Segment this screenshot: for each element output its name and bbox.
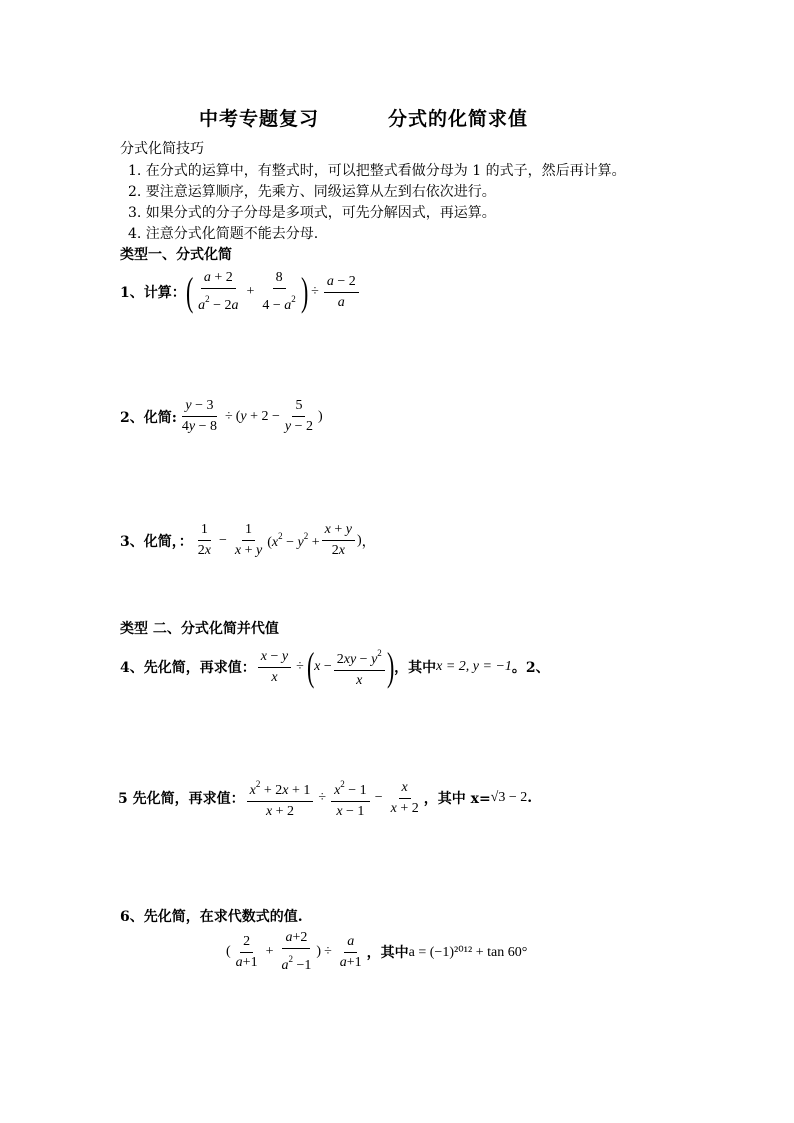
problem-1-label: 1、计算： <box>120 285 186 301</box>
problem-3-tail: ， <box>361 533 376 550</box>
problem-3-expression: $\frac{1}{2x}$ − $\frac{1}{x + y}$ ($x^2 - y^2$ + $\frac{x + y}{2x}$ ) <box>197 522 362 558</box>
problem-4 <box>120 645 550 689</box>
problem-5-condition-prefix: ，其中 x= <box>423 791 491 807</box>
problem-6-label: 6、先化简，在求代数式的值. <box>120 909 303 925</box>
problem-2-expression: $\frac{y - 3}{4y - 8}$ ÷ (y + 2 − $\frac{5}{y - 2}$ ) <box>181 398 323 434</box>
problem-5 <box>118 776 532 820</box>
problem-6-expression: ( $\frac{2}{a+1}$ + $\frac{a+2}{a^2 -1}$ ) ÷ $\frac{a}{a+1}$ <box>226 930 362 973</box>
problem-2 <box>120 398 323 435</box>
tip-item-2: 2. 要注意运算顺序，先乘方、同级运算从左到右依次进行。 <box>128 184 496 200</box>
tips-heading: 分式化简技巧 <box>120 141 204 157</box>
tip-item-4: 4. 注意分式化简题不能去分母. <box>128 226 319 242</box>
problem-1-expression: ( $\frac{a + 2}{a^2 - 2a}$ + $\frac{8}{4 - a^2}$ ) ÷ $\frac{a - 2}{a}$ <box>186 270 361 314</box>
problem-5-expression: $\frac{x^2 + 2x + 1}{x + 2}$ ÷ $\frac{x^2 - 1}{x - 1}$ − $\frac{x}{x + 2}$ <box>245 776 424 820</box>
problem-2-label: 2、化简: <box>120 409 177 426</box>
problem-6-condition-prefix: ，其中 <box>366 945 409 961</box>
problem-4-condition-suffix: 。2、 <box>511 660 550 676</box>
problem-6-condition: a = (−1)²⁰¹² + tan 60° <box>408 944 528 960</box>
problem-4-label: 4、先化简，再求值： <box>120 660 256 676</box>
problem-5-condition: √3 − 2 <box>490 790 528 805</box>
problem-4-expression: $\frac{x - y}{x}$ ÷ ( x − $\frac{2xy - y^2}{x}$ ) <box>256 645 394 689</box>
problem-6 <box>226 930 527 974</box>
problem-5-label: 5 先化简，再求值： <box>118 791 245 807</box>
problem-4-condition: x = 2, y = −1 <box>436 659 512 674</box>
page-title-left: 中考专题复习 <box>199 108 320 130</box>
tip-item-3: 3. 如果分式的分子分母是多项式，可先分解因式，再运算。 <box>128 205 496 221</box>
section-type-1: 类型一、分式化简 <box>120 247 232 263</box>
page-title-right: 分式的化简求值 <box>388 108 529 130</box>
problem-3 <box>120 522 376 559</box>
problem-3-label: 3、化简，： <box>120 533 193 550</box>
problem-4-condition-prefix: ，其中 <box>394 660 437 676</box>
tip-item-1: 1. 在分式的运算中，有整式时，可以把整式看做分母为 1 的式子，然后再计算。 <box>128 163 626 179</box>
problem-5-condition-suffix: . <box>527 790 533 806</box>
problem-1 <box>120 270 361 314</box>
section-type-2: 类型 二、分式化简并代值 <box>120 621 279 637</box>
